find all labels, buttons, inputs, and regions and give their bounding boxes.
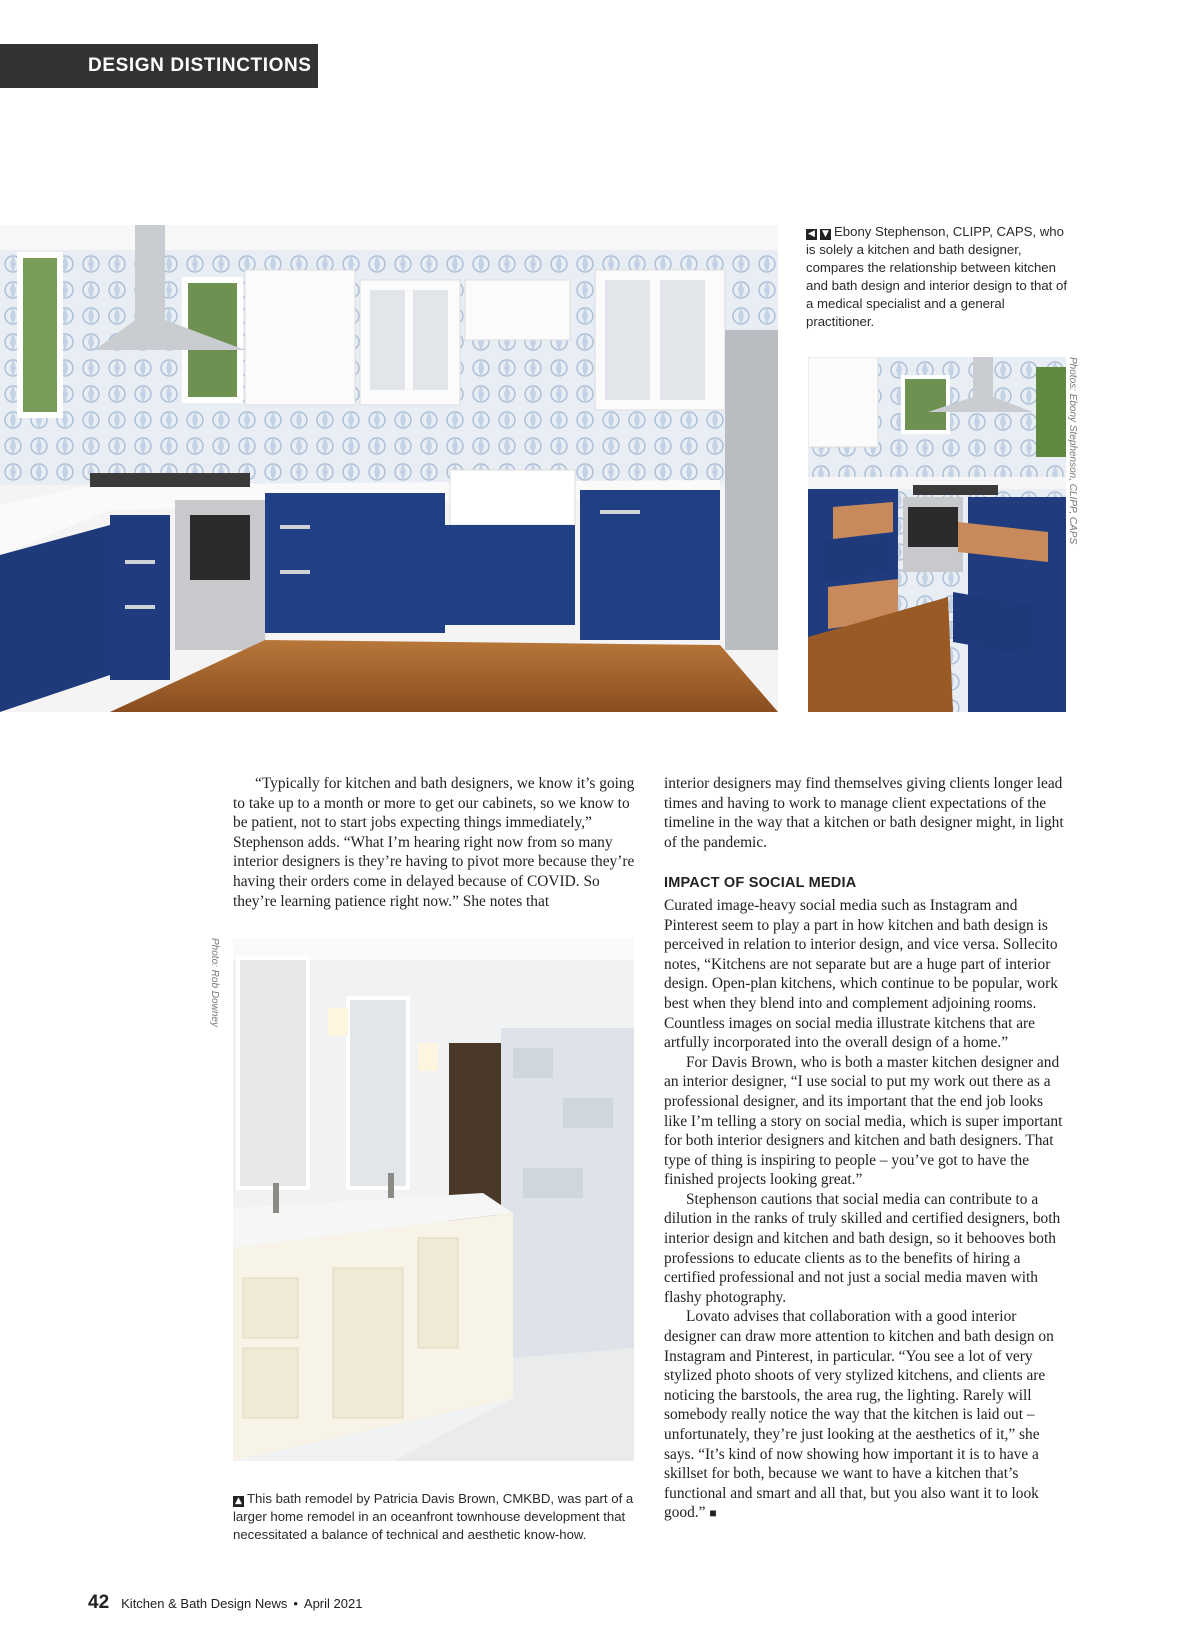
- bath-caption: [233, 1490, 638, 1544]
- page-footer: [88, 1592, 362, 1614]
- bath-photo-credit: Photo: Rob Downey: [209, 938, 220, 1027]
- article-paragraph: “Typically for kitchen and bath designers, we know it’s going to take up to a month or more to get our cabinets, so we know to be patient, not to start jobs expecting things immediately,” Stephenson adds. “What I’m hearing right now from so many interior designers is they’re having to pivot more because they’re having their orders come in delayed because of COVID. So they’re learning patience right now.” She notes that: [233, 775, 635, 910]
- article-paragraph: For Davis Brown, who is both a master kitchen designer and an interior designer, “I use social to put my work out there as a professional designer, and its important that the end job looks like I’m telling a story on social media, which is super important for both interior designers and kitchen and bath designers. That type of thing is inspiring to people – you’ve got to have the finished projects looking great.”: [664, 1053, 1063, 1189]
- kitchen-photo: [0, 225, 778, 712]
- article-right-column: [664, 774, 1068, 1524]
- end-mark-icon: ■: [709, 1506, 717, 1521]
- article-paragraph: Stephenson cautions that social media can contribute to a dilution in the ranks of truly skilled and certified designers, both interior design and kitchen and bath design, so it behooves both professions to educate clients as to the benefits of hiring a certified professional and not just a social media maven with flashy photography.: [664, 1190, 1061, 1306]
- bath-caption-text: This bath remodel by Patricia Davis Brown, CMKBD, was part of a larger home remodel in an oceanfront townhouse development that necessitated a balance of technical and aesthetic know-how.: [233, 1491, 634, 1542]
- kitchen-drawers-photo: [808, 357, 1066, 712]
- bath-photo: [233, 938, 634, 1461]
- article-paragraph: Curated image-heavy social media such as Instagram and Pinterest seem to play a part in how kitchen and bath design is perceived in relation to interior design, and vice versa. Sollecito notes, “Kitchens are not separate but are a huge part of interior design. Open-plan kitchens, which continue to be popular, work best when they blend into and complement adjoining rooms. Countless images on social media illustrate kitchens that are artfully incorporated into the overall design of a home.”: [664, 896, 1058, 1052]
- section-label: DESIGN DISTINCTIONS: [88, 55, 312, 76]
- section-banner: [0, 44, 318, 88]
- kitchen-caption-text: Ebony Stephenson, CLIPP, CAPS, who is solely a kitchen and bath designer, compares the relationship between kitchen and bath design and interior design to that of a medical specialist and a general practitioner.: [806, 224, 1068, 329]
- publication-name: Kitchen & Bath Design News: [121, 1596, 288, 1611]
- page-number: 42: [88, 1592, 110, 1613]
- article-paragraph: interior designers may find themselves giving clients longer lead times and having to work to manage client expectations of the timeline in the way that a kitchen or bath designer might, in light of the pandemic.: [664, 775, 1064, 851]
- article-paragraph-last: [664, 1307, 1068, 1524]
- issue-date: April 2021: [303, 1596, 363, 1611]
- kitchen-caption: [806, 223, 1068, 331]
- left-arrow-icon: ◀: [806, 229, 817, 240]
- footer-separator: •: [293, 1596, 298, 1611]
- section-subhead: IMPACT OF SOCIAL MEDIA: [664, 875, 857, 892]
- up-arrow-icon: ▲: [233, 1496, 244, 1507]
- article-paragraph-text: Lovato advises that collaboration with a good interior designer can draw more attention to kitchen and bath design on Instagram and Pinterest, in particular. “You see a lot of very stylized photo shoots of very stylized kitchens, and clients are noticing the barstools, the area rug, the lighting. Rarely will somebody really notice the way that the kitchen is laid out – unfortunately, they’re just looking at the aesthetics of it,” she says. “It’s kind of now showing how important it is to have a skillset for both, because we want to have a kitchen that’s functional and smart and all that, but you also want it to look good.”: [664, 1308, 1054, 1522]
- article-left-column: [233, 774, 636, 911]
- down-arrow-icon: ▼: [820, 229, 831, 240]
- kitchen-photo-credit: Photos: Ebony Stephenson, CLIPP, CAPS: [1067, 357, 1078, 545]
